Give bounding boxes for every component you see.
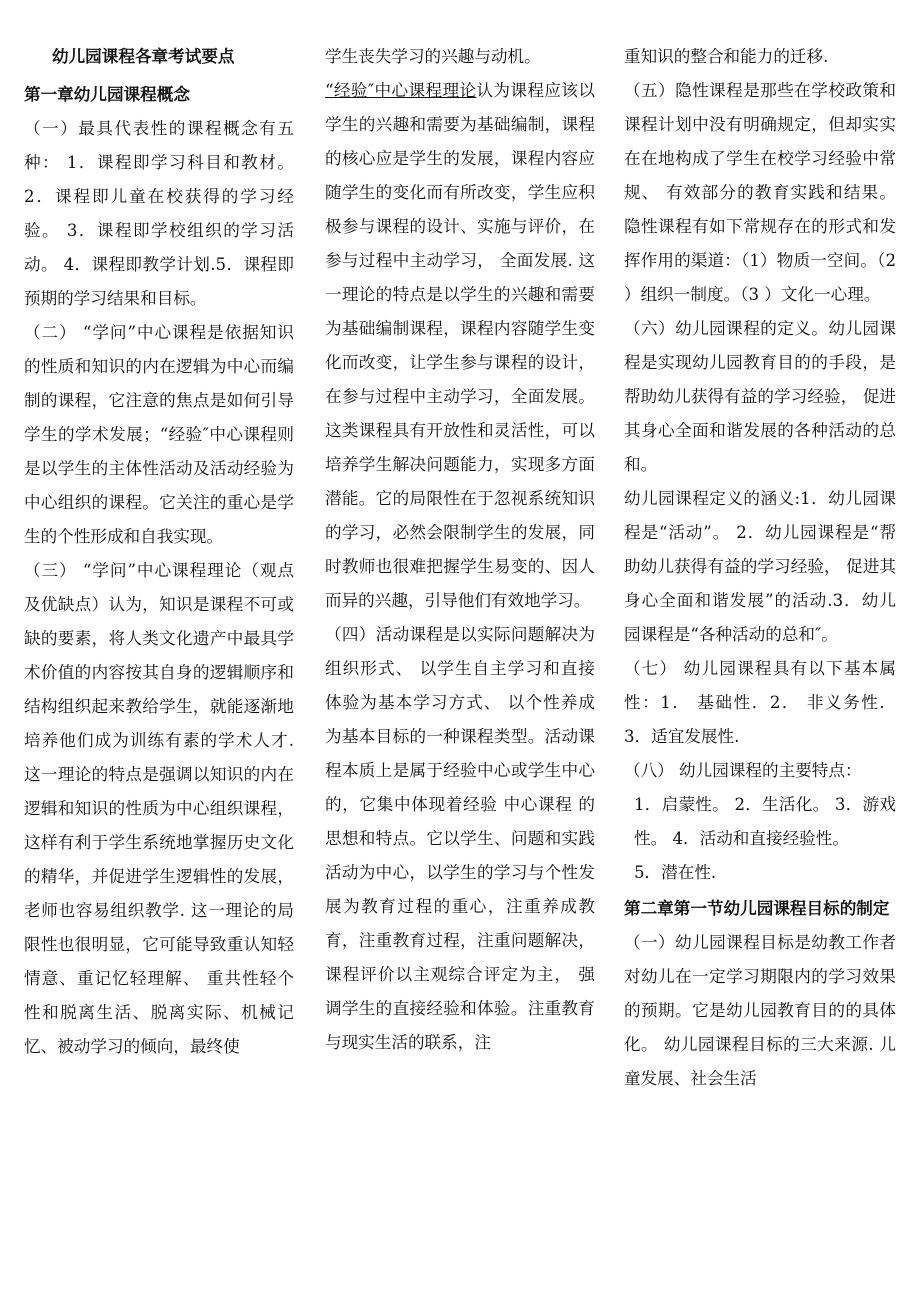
paragraph-continued: 重知识的整合和能力的迁移. xyxy=(624,47,829,66)
paragraph-knowledge-vs-experience: （二） “学问”中心课程是依据知识的性质和知识的内在逻辑为中心而编制的课程，它注意的焦点是如何引导学生的学术发展；“经验″中心课程则是以学生的主体性活动及活动经验为中心组织的课程。它关注的重心是学生的个性形成和自我实现。 xyxy=(24,323,294,546)
paragraph-continued: 学生丧失学习的兴趣与动机。 xyxy=(325,47,541,66)
paragraph-activity-curriculum: （四）活动课程是以实际问题解决为组织形式、 以学生自主学习和直接体验为基本学习方式、 以个性养成为基本目标的一种课程类型。活动课程本质上是属于经验中心或学生中心的，它集中体现着经验 中心课程 的思想和特点。它以学生、问题和实践活动为中心，以学生的学习与个性发展为教育过程的重心，注重养成教育，注重教育过程，注重问题解决，课程评价以主观综合评定为主， 强调学生的直接经验和体验。注重教育与现实生活的联系，注 xyxy=(325,625,595,1052)
paragraph-course-concepts: （一）最具代表性的课程概念有五种： 1．课程即学习科目和教材。 2．课程即儿童在校获得的学习经验。 3．课程即学校组织的学习活动。 4．课程即教学计划.5．课程即预期的学习结果和目标。 xyxy=(24,119,294,308)
chapter-1-heading: 第一章幼儿园课程概念 xyxy=(24,85,190,104)
document-title: 幼儿园课程各章考试要点 xyxy=(52,47,235,66)
features-list: 1．启蒙性。 2．生活化。 3．游戏性。 4．活动和直接经验性。 xyxy=(634,795,896,848)
column-2 xyxy=(325,40,595,1060)
column-1 xyxy=(24,40,294,1064)
paragraph-body: 认为课程应该以学生的兴趣和需要为基础编制，课程的核心应是学生的发展，课程内容应随学生的变化而有所改变，学生应积极参与课程的设计、实施与评价，在参与过程中主动学习， 全面发展. 这一理论的特点是以学生的兴趣和需要为基础编制课程，课程内容随学生变化而改变，让学生参与课程的设计，在参与过程中主动学习，全面发展。 这类课程具有开放性和灵活性，可以培养学生解决问题能力，实现多方面潜能。它的局限性在于忽视系统知识的学习，必然会限制学生的发展，同时教师也很难把握学生易变的、因人而异的兴趣，引导他们有效地学习。 xyxy=(325,81,595,610)
column-3 xyxy=(624,40,896,1096)
paragraph-course-goals: （一）幼儿园课程目标是幼教工作者对幼儿在一定学习期限内的学习效果的预期。它是幼儿园教育目的的具体化。 幼儿园课程目标的三大来源. 儿童发展、社会生活 xyxy=(624,933,896,1088)
paragraph-kindergarten-definition: （六）幼儿园课程的定义。幼儿园课程是实现幼儿园教育目的的手段，是帮助幼儿获得有益的学习经验， 促进其身心全面和谐发展的各种活动的总和。 xyxy=(624,319,896,474)
paragraph-definition-meaning: 幼儿园课程定义的涵义:1．幼儿园课程是“活动”。 2．幼儿园课程是“帮助幼儿获得有益的学习经验， 促进其身心全面和谐发展”的活动.3．幼儿园课程是“各种活动的总和″。 xyxy=(624,489,896,644)
paragraph-main-features: （八） 幼儿园课程的主要特点： xyxy=(624,761,862,780)
paragraph-experience-centered-theory xyxy=(325,74,595,618)
chapter-2-heading: 第二章第一节幼儿园课程目标的制定 xyxy=(624,899,890,918)
paragraph-basic-attributes: （七） 幼儿园课程具有以下基本属性：1． 基础性．2． 非义务性．3．适宜发展性. xyxy=(624,659,896,746)
features-list-end: 5．潜在性. xyxy=(634,863,717,882)
paragraph-hidden-curriculum: （五）隐性课程是那些在学校政策和课程计划中没有明确规定，但却实实在在地构成了学生在校学习经验中常规、 有效部分的教育实践和结果。 隐性课程有如下常规存在的形式和发挥作用的渠道：（1）物质一空间。（2 ）组织一制度。（3 ）文化一心理。 xyxy=(624,81,896,304)
underlined-term: “经验″中心课程理论 xyxy=(325,81,477,100)
paragraph-knowledge-centered-theory: （三） “学问”中心课程理论（观点及优缺点）认为，知识是课程不可或缺的要素，将人类文化遗产中最具学术价值的内容按其自身的逻辑顺序和结构组织起来教给学生，就能逐渐地培养他们成为训练有素的学术人才. 这一理论的特点是强调以知识的内在逻辑和知识的性质为中心组织课程，这样有利于学生系统地掌握历史文化的精华，并促进学生逻辑性的发展， 老师也容易组织教学. 这一理论的局限性也很明显，它可能导致重认知轻情意、重记忆轻理解、 重共性轻个性和脱离生活、脱离实际、机械记忆、被动学习的倾向，最终使 xyxy=(24,561,294,1056)
